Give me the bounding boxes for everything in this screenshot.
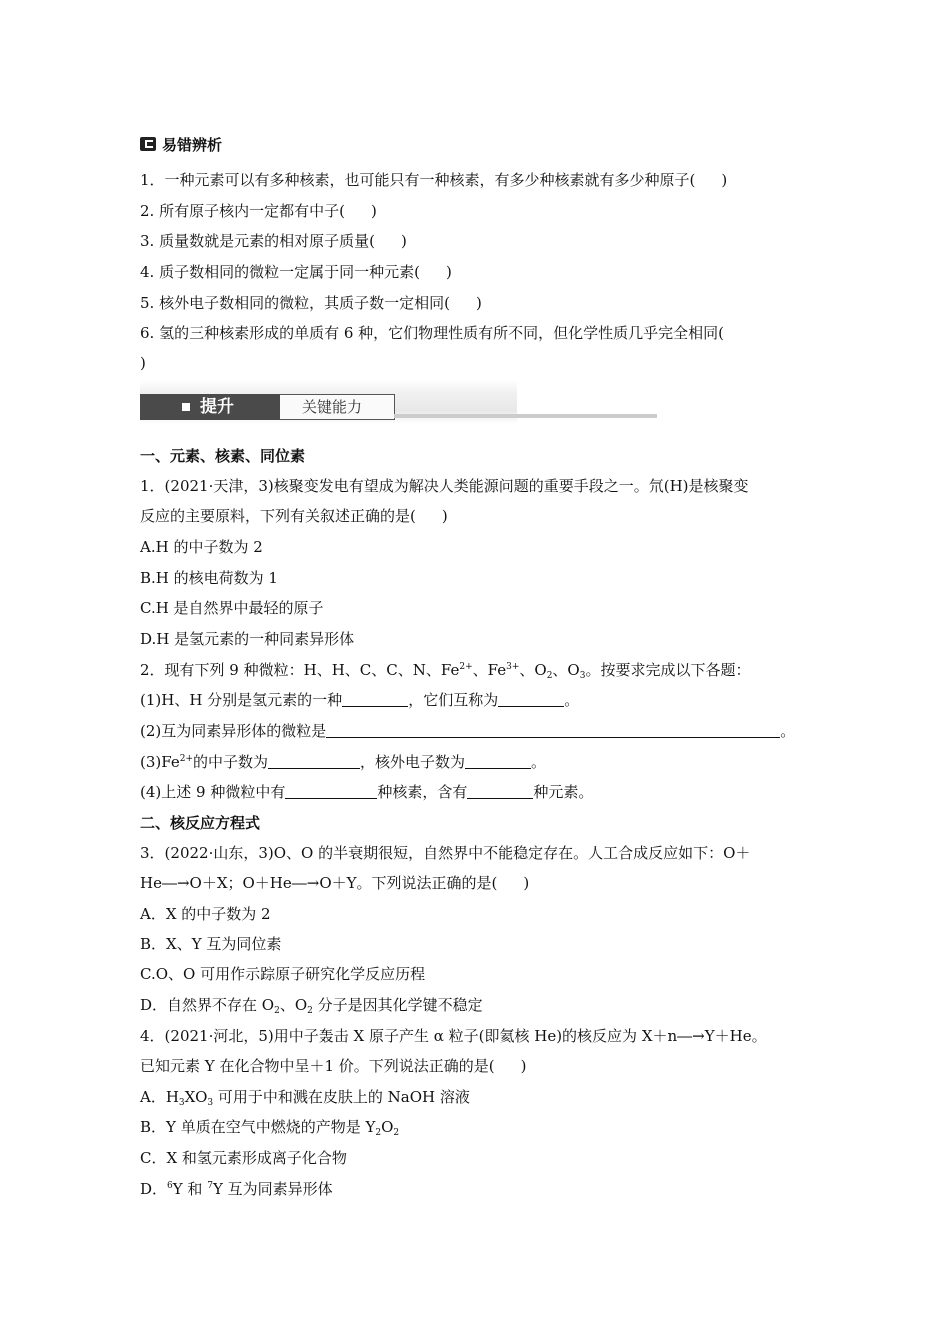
q4-option-b: B．Y 单质在空气中燃烧的产物是 $Y_2O_2$ (140, 1118, 400, 1138)
error-item-1: 1．一种元素可以有多种核素，也可能只有一种核素，有多少种核素就有多少种原子( ) (140, 171, 728, 189)
q1-stem-line1: 1．(2021·天津，3)核聚变发电有望成为解决人类能源问题的重要手段之一。氘(H)是核聚变 (140, 477, 749, 495)
answer-blank[interactable] (465, 753, 531, 769)
section-badge-icon (140, 137, 156, 151)
banner-tab-label: 关键能力 (302, 398, 363, 416)
banner-square-icon (182, 403, 190, 411)
q3-option-a: A．X 的中子数为 2 (140, 905, 271, 923)
error-analysis-title: 易错辨析 (162, 135, 223, 154)
error-analysis-header (140, 133, 222, 155)
answer-blank[interactable] (342, 691, 408, 707)
answer-blank[interactable] (498, 691, 564, 707)
q4-option-a: A．$H_3XO_3$ 可用于中和溅在皮肤上的 NaOH 溶液 (140, 1088, 470, 1108)
q4-option-c: C．X 和氢元素形成离子化合物 (140, 1149, 347, 1167)
q1-option-a: A.H 的中子数为 2 (140, 538, 263, 556)
q4-option-d: D．$^6$Y 和 $^7$Y 互为同素异形体 (140, 1180, 333, 1198)
section1-heading: 一、元素、核素、同位素 (140, 447, 306, 465)
banner-label: 提升 (200, 397, 234, 417)
answer-blank[interactable] (285, 783, 377, 799)
error-item-2: 2. 所有原子核内一定都有中子( ) (140, 202, 377, 220)
q2-part3: $(3)Fe^{2+}$的中子数为 ，核外电子数为 。 (140, 753, 547, 771)
q1-option-c: C.H 是自然界中最轻的原子 (140, 599, 324, 617)
answer-blank[interactable] (268, 753, 360, 769)
answer-blank[interactable] (467, 783, 533, 799)
banner-rule (394, 414, 657, 418)
error-item-5: 5. 核外电子数相同的微粒，其质子数一定相同( ) (140, 294, 482, 312)
q1-stem-line2: 反应的主要原料，下列有关叙述正确的是( ) (140, 507, 448, 525)
q1-option-d: D.H 是氢元素的一种同素异形体 (140, 630, 355, 648)
q3-option-c: C.O、O 可用作示踪原子研究化学反应历程 (140, 965, 426, 983)
q3-option-d: D．自然界不存在 $O_2$、$O_2$ 分子是因其化学键不稳定 (140, 996, 483, 1016)
error-item-3: 3. 质量数就是元素的相对原子质量( ) (140, 232, 407, 250)
answer-blank[interactable] (326, 722, 780, 738)
q4-line2: 已知元素 Y 在化合物中呈＋1 价。下列说法正确的是( ) (140, 1057, 527, 1075)
q2-part2: (2)互为同素异形体的微粒是 。 (140, 722, 796, 740)
q2-part1: (1)H、H 分别是氢元素的一种 ，它们互称为 。 (140, 691, 580, 709)
error-item-6: 6. 氢的三种核素形成的单质有 6 种，它们物理性质有所不同，但化学性质几乎完全相同( (140, 324, 725, 342)
q3-line2: He―→O＋X；O＋He―→O＋Y。下列说法正确的是( ) (140, 874, 530, 892)
q3-option-b: B．X、Y 互为同位素 (140, 935, 282, 953)
banner-tab (280, 394, 534, 420)
q3-line1: 3．(2022·山东，3)O、O 的半衰期很短，自然界中不能稳定存在。人工合成反应如下：O＋ (140, 844, 751, 862)
q4-line1: 4．(2021·河北，5)用中子轰击 X 原子产生 α 粒子(即氦核 He)的核反应为 X＋n―→Y＋He。 (140, 1027, 767, 1045)
skill-banner (140, 380, 517, 424)
banner-tab-box (280, 394, 395, 420)
q2-part4: (4)上述 9 种微粒中有 种核素，含有 种元素。 (140, 783, 594, 801)
error-item-4: 4. 质子数相同的微粒一定属于同一种元素( ) (140, 263, 452, 281)
banner-dark-block (140, 394, 280, 420)
q1-option-b: B.H 的核电荷数为 1 (140, 569, 278, 587)
q2-stem: 2．现有下列 9 种微粒：H、H、C、C、N、$Fe^{2+}$、$Fe^{3+}$、$O_2$、$O_3$。按要求完成以下各题： (140, 661, 751, 681)
error-item-6-close: ) (140, 354, 146, 372)
section2-heading: 二、核反应方程式 (140, 814, 261, 832)
